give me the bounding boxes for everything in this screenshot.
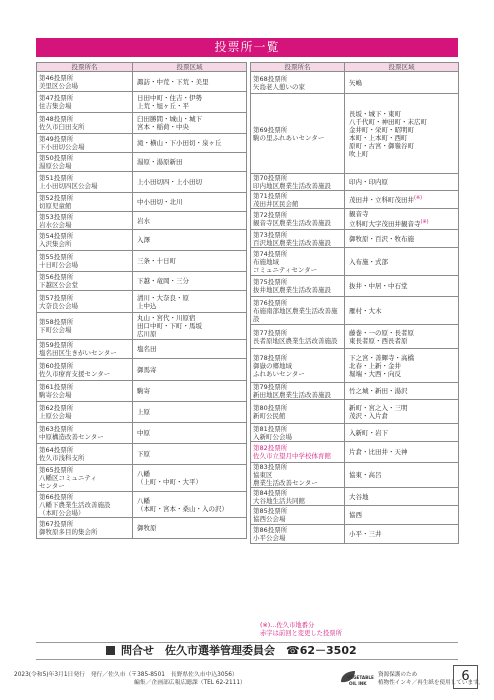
polling-place-name: 第75投票所 抜井地区農業生活改善施設 (251, 276, 345, 297)
note-mark: (※) (420, 218, 429, 225)
polling-place-name: 第52投票所 切原児童館 (37, 193, 133, 212)
table-row (251, 383, 459, 400)
polling-place-name: 第83投票所 協東区 農業生活改善センター (251, 463, 345, 488)
header-name: 投票所名 (251, 63, 345, 72)
polling-area: 御牧原 (133, 518, 247, 539)
table-row (251, 209, 459, 230)
polling-place-name: 第56投票所 下越区公会堂 (37, 272, 133, 291)
polling-place-name: 第48投票所 佐久市臼田支所 (37, 113, 133, 134)
table-row (37, 113, 247, 134)
polling-area: 塩名田 (133, 340, 247, 359)
polling-place-name: 第46投票所 美里区公会場 (37, 72, 133, 92)
table-row (37, 402, 247, 423)
table-row (251, 525, 459, 544)
polling-area: 入新町・岩下 (345, 424, 459, 442)
polling-area: 臼田勝間・城山・城下 宮本・稲荷・中央 (133, 113, 247, 134)
polling-area: 駒寄 (133, 381, 247, 402)
polling-place-name: 第62投票所 上原公会場 (37, 402, 133, 423)
polling-area: 上小田切四・上小田切 (133, 172, 247, 193)
polling-place-name: 第72投票所 観音寺区農業生活改善施設 (251, 209, 345, 230)
polling-area: 下之宮・善輝寺・高橋 北春・上新・金井 堀端・大西・向反 (345, 349, 459, 383)
table-row (251, 442, 459, 463)
polling-area: 清川・大奈良・原 上中込 (133, 291, 247, 313)
polling-place-name: 第78投票所 御嶽の郷地域 ふれあいセンター (251, 349, 345, 383)
polling-place-name: 第81投票所 入新町公会場 (251, 424, 345, 442)
table-row (37, 313, 247, 340)
table-row (37, 291, 247, 313)
square-icon (106, 646, 115, 655)
polling-place-name: 第51投票所 上小田切四区公会場 (37, 172, 133, 193)
table-row (37, 340, 247, 359)
polling-place-name: 第69投票所 駒の里ふれあいセンター (251, 94, 345, 174)
polling-area: 上原 (133, 402, 247, 423)
polling-area: 大谷地 (345, 488, 459, 506)
table-row (251, 276, 459, 297)
table-row (251, 248, 459, 276)
polling-area: 印内・印内原 (345, 174, 459, 191)
polling-area: 入澤 (133, 230, 247, 251)
table-row (37, 444, 247, 465)
polling-place-name: 第50投票所 湯原公会場 (37, 153, 133, 172)
polling-place-name: 第54投票所 入沢集会所 (37, 230, 133, 251)
polling-area: 下越・竜岡・三分 (133, 272, 247, 291)
svg-text:VEGETABLE: VEGETABLE (347, 675, 374, 680)
polling-area: 藤巻・一の原・長者原 東長者原・西長者原 (345, 325, 459, 349)
polling-area: 協東・高呂 (345, 463, 459, 488)
polling-area: 中原 (133, 423, 247, 444)
polling-place-name: 第55投票所 十日町公会場 (37, 251, 133, 272)
polling-place-name: 第64投票所 佐久市浅科支所 (37, 444, 133, 465)
page-title: 投票所一覧 (36, 38, 458, 57)
header-name: 投票所名 (37, 63, 133, 72)
table-row (37, 72, 247, 92)
page-number: 6 (453, 665, 478, 689)
polling-place-name: 第70投票所 印内地区農業生活改善施設 (251, 174, 345, 191)
polling-place-name: 第57投票所 大奈良公会場 (37, 291, 133, 313)
table-row (251, 174, 459, 191)
legend (260, 622, 342, 638)
table-row (37, 230, 247, 251)
header-area: 投票区域 (133, 63, 247, 72)
polling-place-name: 第66投票所 八幡下農業生活改善施設 （本町公会場） (37, 492, 133, 518)
contact-label: 問合せ (121, 644, 154, 657)
polling-place-name: 第79投票所 新田地区農業生活改善施設 (251, 383, 345, 400)
polling-area: 御馬寄 (133, 359, 247, 381)
polling-place-name: 第73投票所 百沢地区農業生活改善施設 (251, 230, 345, 248)
table-row (251, 463, 459, 488)
polling-place-name: 第84投票所 大谷地生活共同館 (251, 488, 345, 506)
polling-place-name: 第80投票所 新町公民館 (251, 400, 345, 424)
polling-area: 入布施・式部 (345, 248, 459, 276)
polling-place-name: 第61投票所 駒寄公会場 (37, 381, 133, 402)
table-row (37, 172, 247, 193)
table-row (37, 153, 247, 172)
polling-area: 諏訪・中荒・下荒・美里 (133, 72, 247, 92)
table-row (37, 193, 247, 212)
vegetable-oil-ink-logo (335, 668, 375, 688)
table-row (251, 230, 459, 248)
polling-place-name: 第76投票所 布施南部地区農業生活改善施設 (251, 297, 345, 325)
contact-org: 佐久市選挙管理委員会 (165, 644, 275, 657)
table-row (37, 492, 247, 518)
polling-place-name: 第65投票所 八幡区コミュニティ センター (37, 465, 133, 492)
polling-table-left (36, 62, 247, 539)
svg-text:OIL INK: OIL INK (349, 681, 367, 686)
polling-place-name: 第68投票所 矢島老人憩いの家 (251, 72, 345, 94)
polling-place-name: 第63投票所 中原構造改善センター (37, 423, 133, 444)
table-row (37, 92, 247, 113)
legend-changed: 赤字は前回と変更した投票所 (260, 630, 342, 637)
table-row (37, 381, 247, 402)
table-row (37, 251, 247, 272)
table-row (37, 518, 247, 539)
polling-area: 小平・三井 (345, 525, 459, 544)
polling-place-name: 第77投票所 長者原地区農業生活改善施設 (251, 325, 345, 349)
footer-editor: 編集／企画部広報広聴課（TEL 62-2111） (134, 680, 246, 686)
legend-note: (※)…佐久市地番分 (260, 622, 315, 629)
polling-area: 雁村・大木 (345, 297, 459, 325)
polling-area: 茂田井・立科町茂田井(※) (345, 191, 459, 209)
polling-place-name: 第53投票所 岩水公会場 (37, 212, 133, 230)
polling-place-name: 第67投票所 御牧原多目的集会所 (37, 518, 133, 539)
polling-area: 八幡 （上町・中町・大平） (133, 465, 247, 492)
polling-area: 御牧原・百沢・牧布施 (345, 230, 459, 248)
table-row (37, 212, 247, 230)
polling-place-name: 第86投票所 小平公会場 (251, 525, 345, 544)
eco-note: 資源保護のため 植物性インキ／再生紙を使用しています。 (378, 672, 484, 686)
table-row (251, 424, 459, 442)
polling-area: 竹之城・新田・湯沢 (345, 383, 459, 400)
polling-area: 三条・十日町 (133, 251, 247, 272)
polling-area: 新町・宮之入・三明 茂沢・入片倉 (345, 400, 459, 424)
polling-place-name: 第49投票所 下小田切公会場 (37, 134, 133, 153)
polling-area: 片倉・比田井・天神 (345, 442, 459, 463)
polling-area: 抜井・中居・中石堂 (345, 276, 459, 297)
table-row (251, 349, 459, 383)
polling-area: 湯原・湯原新田 (133, 153, 247, 172)
table-row (251, 72, 459, 94)
contact-phone: ☎62－3502 (286, 644, 357, 657)
polling-area: 丸山・宮代・川原宿 田口中町・下町・馬坂 広川原 (133, 313, 247, 340)
table-row (37, 465, 247, 492)
polling-area: 協西 (345, 506, 459, 525)
polling-area: 長坂・城下・東町 八千代町・神田町・末広町 金井町・栄町・昭明町 本町・上本町・西町 原町・古宮・御嶺谷町 吹上町 (345, 94, 459, 174)
header-area: 投票区域 (345, 63, 459, 72)
polling-place-name: 第59投票所 塩名田区生きがいセンター (37, 340, 133, 359)
polling-place-name: 第71投票所 茂田井区民会館 (251, 191, 345, 209)
polling-table-right (250, 62, 459, 544)
table-row (37, 134, 247, 153)
table-row (251, 325, 459, 349)
contact-bar (36, 642, 458, 660)
polling-place-name: 第60投票所 佐久市療育支援センター (37, 359, 133, 381)
polling-area: 下原 (133, 444, 247, 465)
table-row (251, 400, 459, 424)
table-row (251, 297, 459, 325)
polling-place-name: 第74投票所 布施地域 コミュニティセンター (251, 248, 345, 276)
table-row (37, 423, 247, 444)
table-row (251, 488, 459, 506)
polling-area: 矢嶋 (345, 72, 459, 94)
table-row (251, 94, 459, 174)
polling-place-name: 第58投票所 下町公会場 (37, 313, 133, 340)
note-mark: (※) (414, 195, 423, 202)
table-row (251, 506, 459, 525)
polling-area: 中小田切・北川 (133, 193, 247, 212)
table-row (37, 272, 247, 291)
polling-area: 観音寺 立科町大字茂田井観音寺(※) (345, 209, 459, 230)
footer-publisher: 2023(令和5)年3月1日発行 発行／佐久市（〒385-8501 長野県佐久市中込3056） (14, 672, 238, 678)
table-row (37, 359, 247, 381)
footer (14, 671, 246, 687)
polling-place-name: 第82投票所 佐久市立望月中学校体育館 (251, 442, 345, 463)
polling-place-name: 第85投票所 協西公会場 (251, 506, 345, 525)
polling-area: 八幡 （本町・宮本・桑山・入の沢） (133, 492, 247, 518)
polling-area: 日田中町・住吉・伊勢 上荒・旭ヶ丘・平 (133, 92, 247, 113)
polling-area: 岩水 (133, 212, 247, 230)
polling-area: 滝・横山・下小田切・泉ヶ丘 (133, 134, 247, 153)
table-row (251, 191, 459, 209)
polling-place-name: 第47投票所 住吉集会場 (37, 92, 133, 113)
